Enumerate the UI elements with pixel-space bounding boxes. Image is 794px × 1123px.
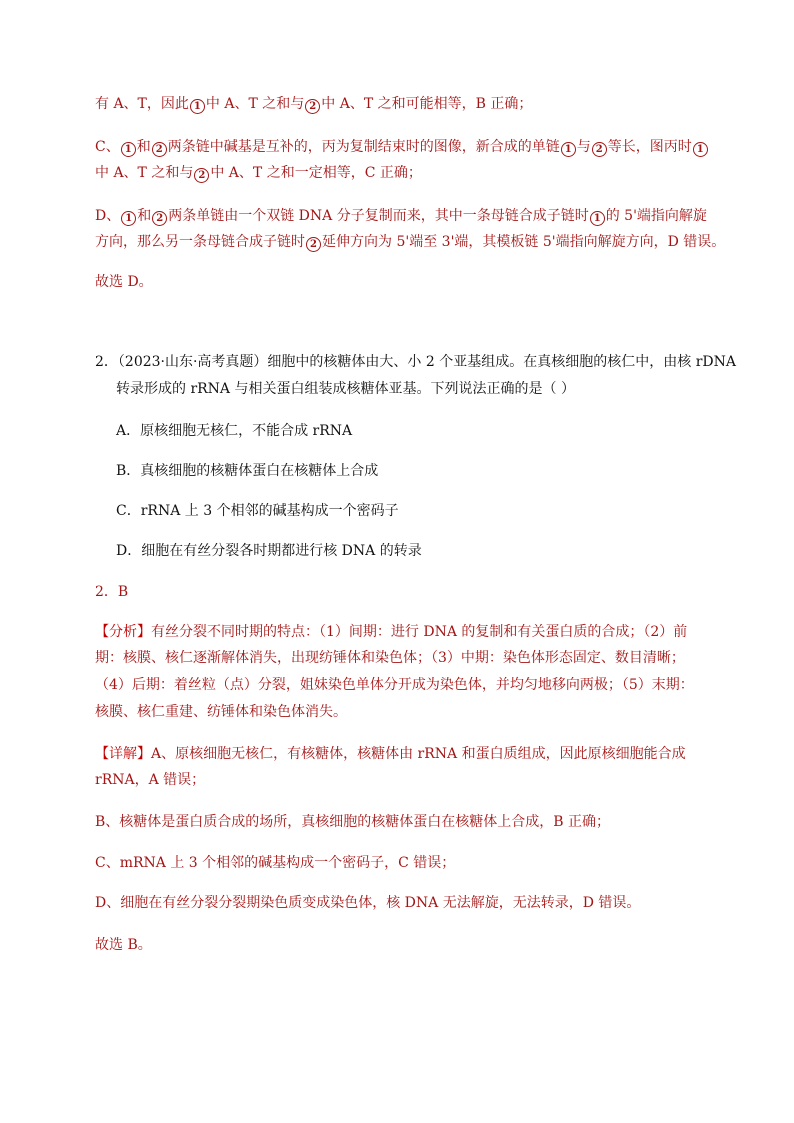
text-run: 有丝分裂不同时期的特点：（1）间期：进行 DNA 的复制和有关蛋白质的合成；（2）前 <box>151 624 688 640</box>
prev-answer-line-1 <box>95 94 532 114</box>
detail-conclusion: 故选 B。 <box>95 937 152 953</box>
text-run: 延伸方向为 5'端至 3'端，其模板链 5'端指向解旋方向，D 错误。 <box>322 234 726 250</box>
prev-answer-line-4 <box>95 206 707 226</box>
text-run: 等长，图丙时 <box>607 139 692 155</box>
analysis-line-2: 期：核膜、核仁逐渐解体消失，出现纺锤体和染色体；（3）中期：染色体形态固定、数目清晰； <box>95 650 685 666</box>
circled-number: 2 <box>592 142 607 157</box>
detail-line-4: C、mRNA 上 3 个相邻的碱基构成一个密码子，C 错误； <box>95 855 456 871</box>
circled-number: 2 <box>194 168 209 183</box>
detail-line-1 <box>95 744 686 764</box>
circled-number: 1 <box>590 211 605 226</box>
circled-number: 2 <box>306 237 321 252</box>
detail-line-3: B、核糖体是蛋白质合成的场所，真核细胞的核糖体蛋白在核糖体上合成，B 正确； <box>95 814 611 830</box>
option-b: B．真核细胞的核糖体蛋白在核糖体上合成 <box>116 463 379 479</box>
text-run: 中 A、T 之和可能相等，B 正确； <box>321 96 533 112</box>
text-run: 和 <box>136 139 151 155</box>
prev-answer-line-5 <box>95 232 725 252</box>
prev-answer-line-2 <box>95 137 709 157</box>
question-stem-line-2: 转录形成的 rRNA 与相关蛋白组装成核糖体亚基。下列说法正确的是（ ） <box>116 381 575 397</box>
option-c: C．rRNA 上 3 个相邻的碱基构成一个密码子 <box>116 503 399 519</box>
text-run: A、原核细胞无核仁，有核糖体，核糖体由 rRNA 和蛋白质组成，因此原核细胞能合成 <box>151 746 686 762</box>
text-run: C、 <box>95 139 120 155</box>
question-stem-line-1: 2．（2023·山东·高考真题）细胞中的核糖体由大、小 2 个亚基组成。在真核细胞的核仁中，由核 rDNA <box>95 354 736 370</box>
text-run: 与 <box>576 139 591 155</box>
text-run: 有 A、T，因此 <box>95 96 189 112</box>
circled-number: 2 <box>305 99 320 114</box>
text-run: 中 A、T 之和与 <box>205 96 305 112</box>
analysis-line-3: （4）后期：着丝粒（点）分裂，姐妹染色单体分开成为染色体，并均匀地移向两极；（5）末期： <box>95 677 694 693</box>
analysis-line-4: 核膜、核仁重建、纺锤体和染色体消失。 <box>95 704 347 720</box>
text-run: 两条单链由一个双链 DNA 分子复制而来，其中一条母链合成子链时 <box>168 208 589 224</box>
text-run: 的 5'端指向解旋 <box>605 208 707 224</box>
detail-line-2: rRNA，A 错误； <box>95 772 206 788</box>
text-run: 和 <box>137 208 152 224</box>
circled-number: 1 <box>190 99 205 114</box>
text-run: D、 <box>95 208 121 224</box>
text-run: 中 A、T 之和一定相等，C 正确； <box>210 165 422 181</box>
text-run: 两条链中碱基是互补的，丙为复制结束时的图像，新合成的单链 <box>167 139 560 155</box>
circled-number: 1 <box>121 142 136 157</box>
option-d: D．细胞在有丝分裂各时期都进行核 DNA 的转录 <box>116 543 422 559</box>
text-run: 中 A、T 之和与 <box>95 165 194 181</box>
circled-number: 2 <box>152 142 167 157</box>
prev-answer-conclusion: 故选 D。 <box>95 274 153 290</box>
answer-key: 2．B <box>95 584 129 600</box>
detail-tag: 【详解】 <box>95 746 151 762</box>
analysis-tag: 【分析】 <box>95 624 151 640</box>
prev-answer-line-3 <box>95 163 422 183</box>
option-a: A．原核细胞无核仁，不能合成 rRNA <box>116 423 353 439</box>
analysis-line-1 <box>95 622 687 642</box>
circled-number: 1 <box>561 142 576 157</box>
circled-number: 1 <box>693 142 708 157</box>
text-run: 方向，那么另一条母链合成子链时 <box>95 234 305 250</box>
circled-number: 1 <box>121 211 136 226</box>
detail-line-5: D、细胞在有丝分裂分裂期染色质变成染色体，核 DNA 无法解旋，无法转录，D 错误。 <box>95 895 641 911</box>
circled-number: 2 <box>152 211 167 226</box>
